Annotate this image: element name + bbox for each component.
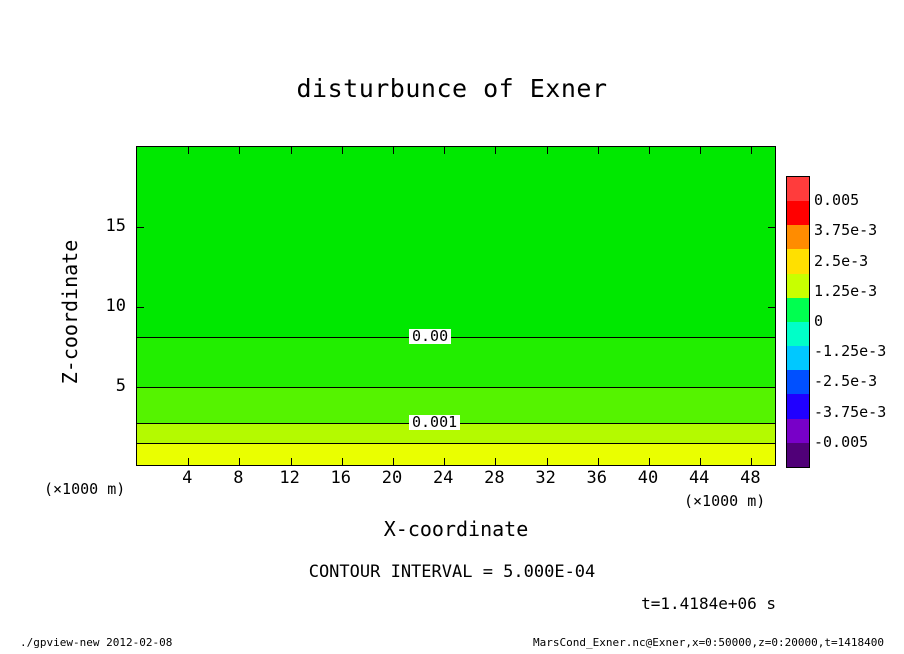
colorbar-cell: [787, 346, 809, 370]
colorbar-cell: [787, 201, 809, 225]
colorbar-cell: [787, 298, 809, 322]
x-axis-tick: [444, 458, 445, 465]
y-axis-tick-label: 5: [115, 376, 126, 396]
x-axis-tick: [598, 458, 599, 465]
contour-label: 0.00: [409, 329, 451, 344]
x-axis-tick-label: 36: [586, 468, 608, 488]
contour-line: [137, 443, 775, 444]
x-axis-tick: [342, 458, 343, 465]
contour-interval-text: CONTOUR INTERVAL = 5.000E-04: [308, 562, 596, 582]
x-axis-tick: [598, 147, 599, 154]
colorbar-cell: [787, 322, 809, 346]
x-axis-tick: [547, 147, 548, 154]
x-axis-tick: [239, 458, 240, 465]
colorbar-label: 0: [814, 312, 824, 330]
x-axis-tick: [239, 147, 240, 154]
x-axis-tick: [700, 458, 701, 465]
x-axis-tick: [291, 147, 292, 154]
x-axis-tick-label: 44: [688, 468, 710, 488]
y-axis-tick: [768, 227, 775, 228]
y-axis-tick-label: 10: [105, 296, 126, 316]
colorbar-label: 2.5e-3: [814, 251, 869, 270]
footer-right: MarsCond_Exner.nc@Exner,x=0:50000,z=0:20000,t=1418400: [533, 636, 884, 649]
colorbar-label: -2.5e-3: [814, 372, 878, 391]
contour-band: [137, 337, 775, 387]
colorbar-cell: [787, 274, 809, 298]
contour-label: 0.001: [409, 415, 460, 430]
x-axis-tick: [188, 458, 189, 465]
colorbar-label: -1.25e-3: [814, 342, 887, 361]
x-unit-right: (×1000 m): [684, 492, 766, 510]
colorbar-cell: [787, 419, 809, 443]
y-axis-tick: [137, 227, 144, 228]
x-unit-left: (×1000 m): [44, 480, 126, 498]
y-axis-tick-label: 15: [105, 216, 126, 236]
x-axis-tick-label: 8: [233, 468, 244, 488]
colorbar-cell: [787, 177, 809, 201]
colorbar-cell: [787, 370, 809, 394]
x-axis-tick: [342, 147, 343, 154]
x-axis-tick-label: 12: [279, 468, 300, 488]
contour-band: [137, 147, 775, 337]
colorbar-label: 1.25e-3: [814, 281, 878, 300]
colorbar: [786, 176, 810, 468]
x-axis-tick-label: 20: [381, 468, 403, 488]
x-axis-tick: [751, 458, 752, 465]
y-axis-tick: [137, 307, 144, 308]
contour-band: [137, 443, 775, 466]
x-axis-tick: [751, 147, 752, 154]
x-axis-tick-label: 32: [535, 468, 556, 488]
x-axis-tick-label: 48: [740, 468, 761, 488]
x-axis-tick: [649, 147, 650, 154]
plot-area: [136, 146, 776, 466]
colorbar-cell: [787, 394, 809, 418]
x-axis-tick: [495, 458, 496, 465]
time-text: t=1.4184e+06 s: [641, 594, 776, 613]
colorbar-cell: [787, 249, 809, 273]
colorbar-label: -0.005: [814, 432, 869, 451]
x-axis-tick: [444, 147, 445, 154]
x-axis-tick: [495, 147, 496, 154]
contour-line: [137, 337, 775, 338]
x-axis-tick-label: 40: [637, 468, 659, 488]
colorbar-label: -3.75e-3: [814, 402, 887, 421]
colorbar-label: 0.005: [814, 191, 860, 210]
y-axis-tick: [137, 387, 144, 388]
x-axis-tick: [188, 147, 189, 154]
x-axis-title: X-coordinate: [383, 517, 529, 541]
x-axis-tick: [547, 458, 548, 465]
contour-line: [137, 387, 775, 388]
x-axis-tick: [700, 147, 701, 154]
y-axis-title: Z-coordinate: [58, 239, 82, 385]
colorbar-label: 3.75e-3: [814, 221, 878, 240]
x-axis-tick-label: 24: [432, 468, 454, 488]
x-axis-tick-label: 28: [484, 468, 505, 488]
x-axis-tick-label: 4: [182, 468, 193, 488]
footer-left: ./gpview-new 2012-02-08: [20, 636, 173, 649]
y-axis-tick: [768, 307, 775, 308]
x-axis-tick: [393, 458, 394, 465]
colorbar-cell: [787, 225, 809, 249]
x-axis-tick: [649, 458, 650, 465]
x-axis-tick: [393, 147, 394, 154]
colorbar-cell: [787, 443, 809, 467]
x-axis-tick-label: 16: [330, 468, 352, 488]
x-axis-tick: [291, 458, 292, 465]
y-axis-tick: [768, 387, 775, 388]
page-title: disturbunce of Exner: [296, 74, 608, 103]
